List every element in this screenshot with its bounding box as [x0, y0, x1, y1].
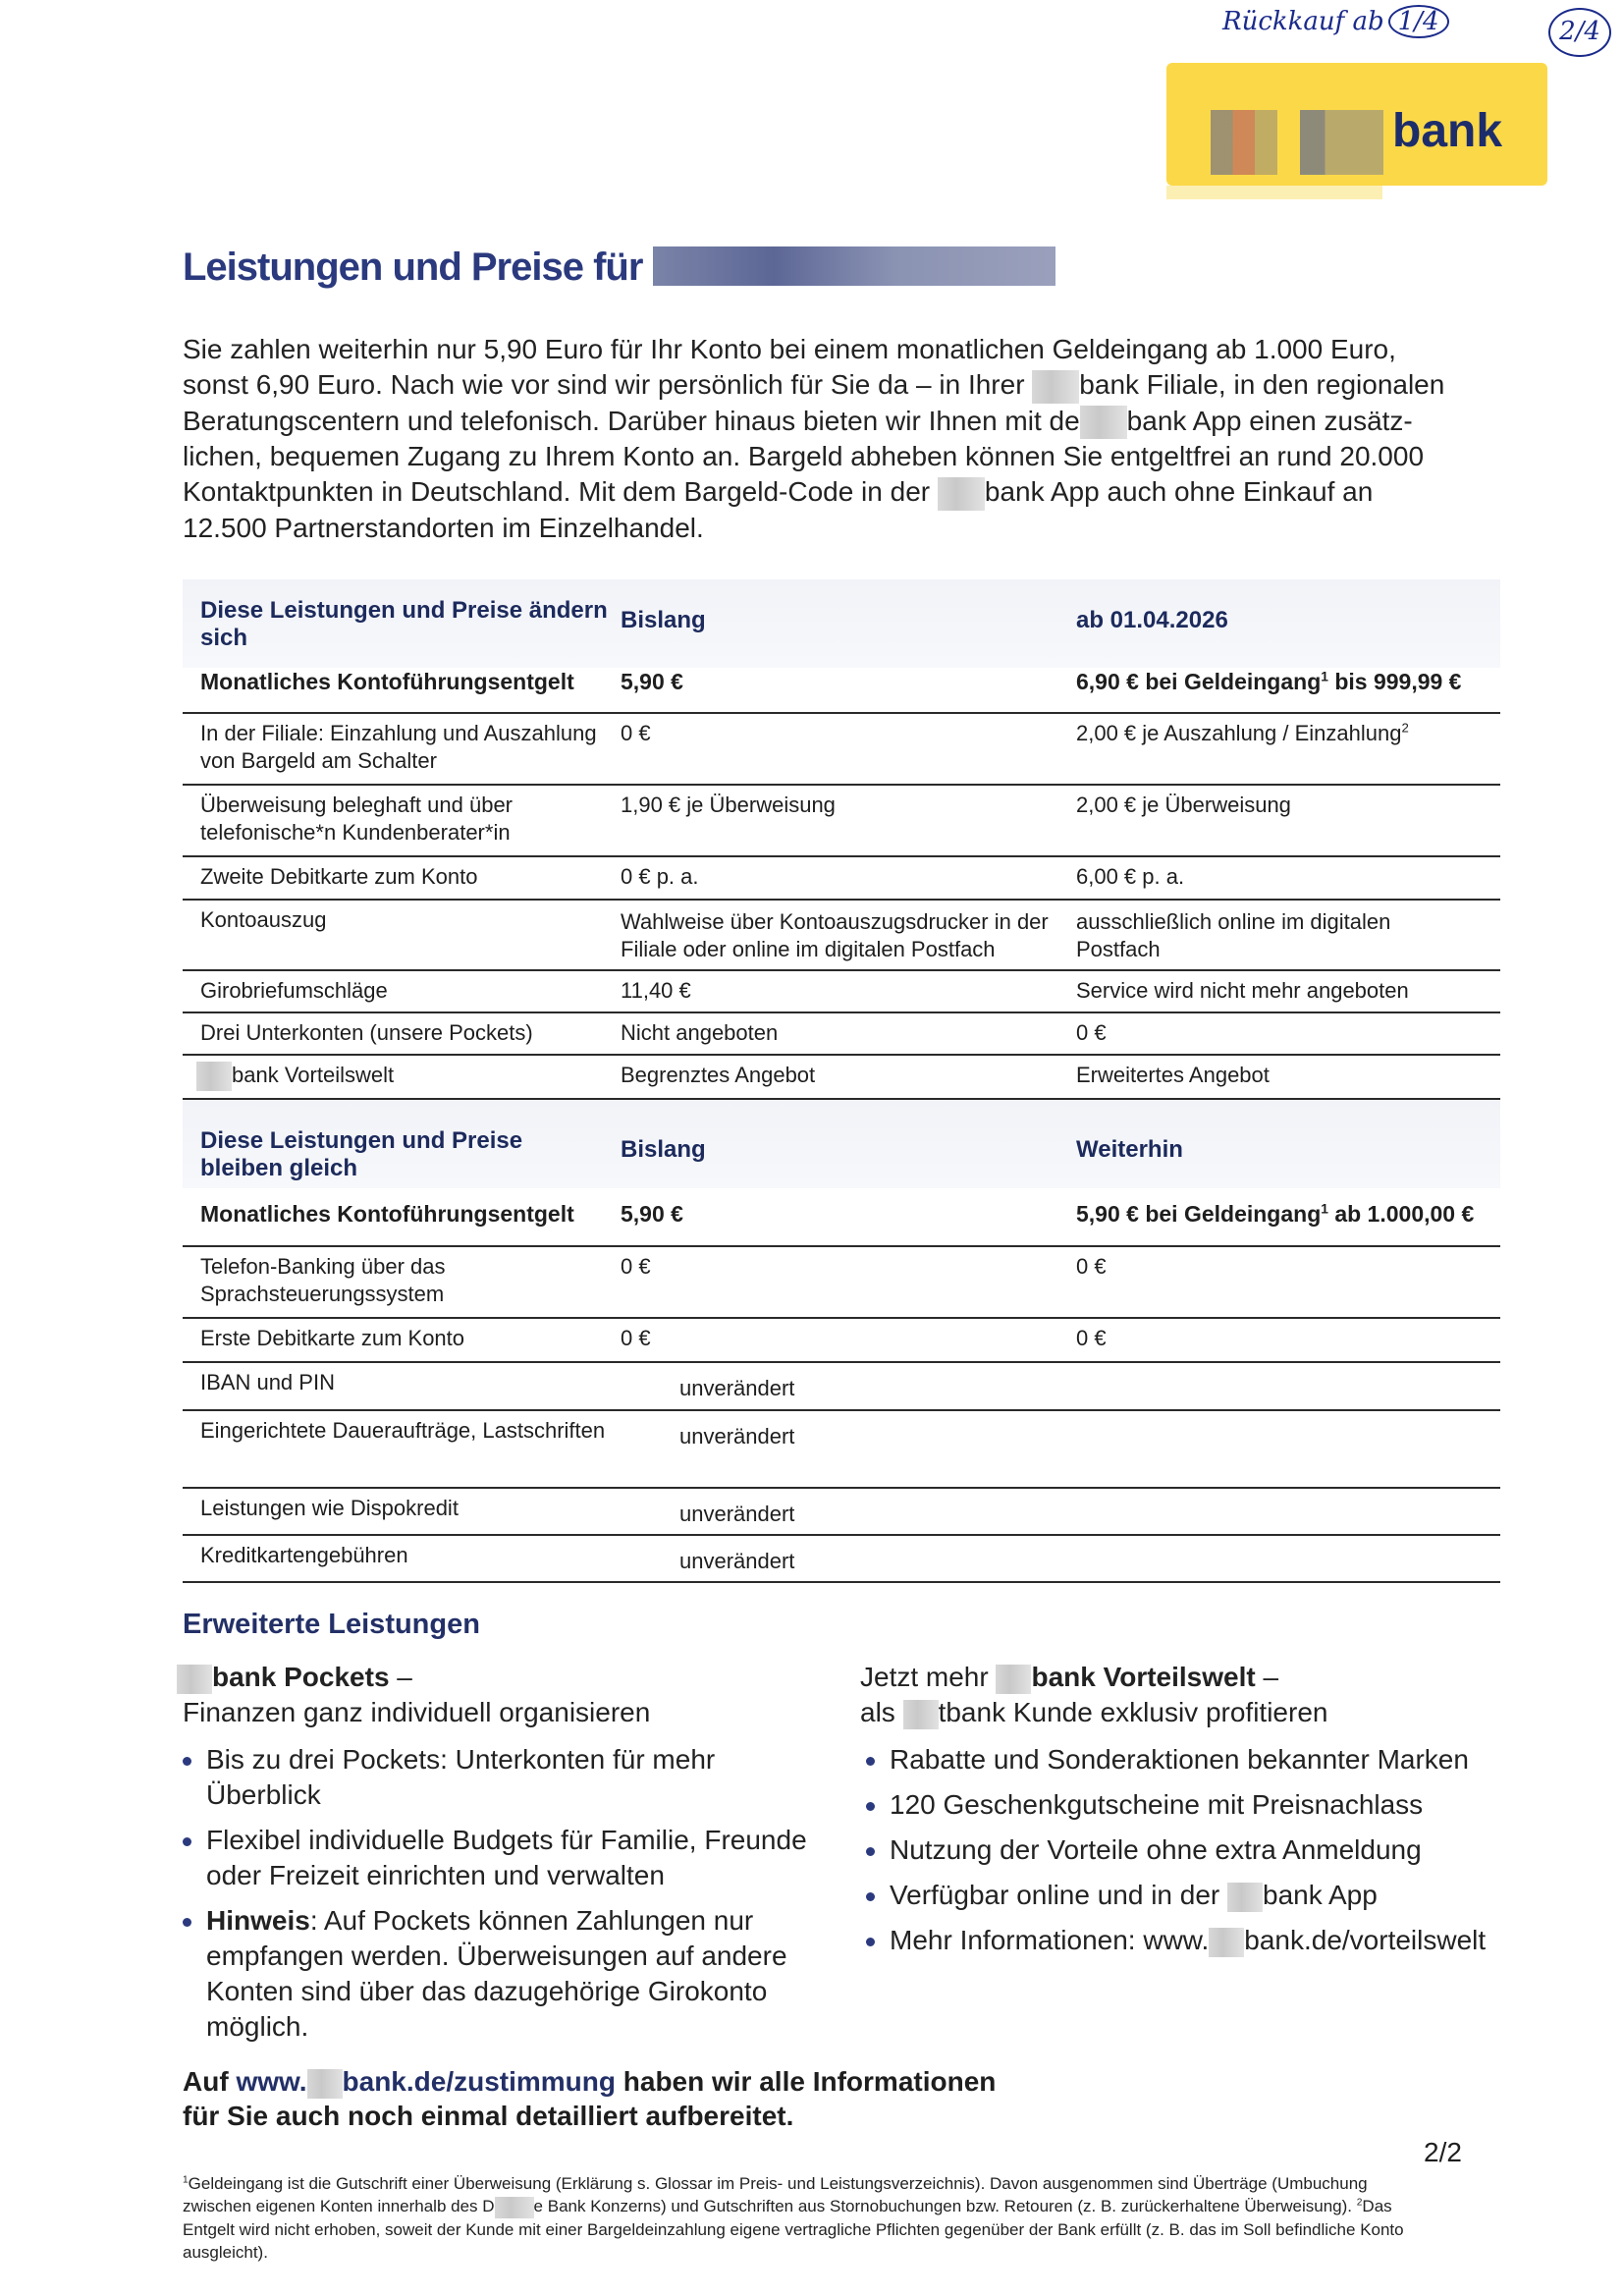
table-row	[183, 1363, 1500, 1411]
redacted	[1227, 1883, 1263, 1912]
cell: Monatliches Kontoführungsentgelt	[200, 1201, 574, 1227]
cell: Begrenztes Angebot	[621, 1063, 816, 1087]
fee-row	[183, 668, 1500, 714]
list-item: 120 Geschenkgutscheine mit Preisnachlass	[860, 1787, 1567, 1823]
footnote-ref: 1	[1321, 1201, 1328, 1217]
redacted	[177, 1665, 212, 1694]
redacted	[1032, 370, 1079, 404]
consent-link[interactable]	[236, 2066, 616, 2097]
section-title: Erweiterte Leistungen	[183, 1609, 480, 1640]
cell: Nicht angeboten	[621, 1020, 779, 1045]
text: bank Filiale, in den regionalen	[1079, 369, 1445, 400]
text: Verfügbar online und in der	[890, 1880, 1228, 1910]
text: Auf	[183, 2066, 237, 2097]
footnote-marker: 2	[1356, 2197, 1363, 2209]
cell: Monatliches Kontoführungsentgelt	[200, 669, 574, 694]
header-old: Bislang	[621, 607, 706, 633]
vorteilswelt-link[interactable]: bank.de/vorteilswelt	[1244, 1925, 1487, 1955]
text: ab 1.000,00 €	[1327, 1201, 1475, 1227]
note-label: Hinweis	[206, 1905, 310, 1936]
intro-paragraph	[183, 332, 1557, 546]
vorteilswelt-heading	[860, 1660, 1567, 1695]
cell: 0 €	[1076, 1020, 1107, 1045]
table-row	[183, 1056, 1500, 1100]
cell: 6,00 € p. a.	[1076, 864, 1185, 889]
cell: 11,40 €	[621, 978, 691, 1003]
redacted	[996, 1665, 1031, 1694]
text: bank Vorteilswelt	[1031, 1662, 1256, 1692]
text: bank App	[1263, 1880, 1378, 1910]
text: sonst 6,90 Euro. Nach wie vor sind wir persönlich für Sie da – in Ihrer	[183, 369, 1033, 400]
table-row	[183, 1536, 1500, 1583]
list-item	[177, 1903, 825, 2045]
cell: Telefon-Banking über das Sprachsteuerungssystem	[200, 1254, 446, 1306]
cell: Leistungen wie Dispokredit	[200, 1496, 459, 1520]
text: : Auf Pockets können Zahlungen nur empfangen werden. Überweisungen auf andere Konten sind über das dazugehörige Girokonto möglich.	[206, 1905, 787, 2042]
intro-line: Sie zahlen weiterhin nur 5,90 Euro für Ihr Konto bei einem monatlichen Geldeingang ab 1.000 Euro,	[183, 334, 1396, 364]
text: Geldeingang ist die Gutschrift einer Überweisung (Erklärung s. Glossar im Preis- und Leistungsverzeichnis). Davon ausgenommen sind Überträge (Umbuchung zwischen eigenen Konten innerhalb des D	[183, 2174, 1368, 2215]
handwritten-note	[1222, 5, 1517, 59]
table-row	[183, 714, 1500, 786]
cell: 0 €	[1076, 1326, 1107, 1350]
footnote-ref: 2	[1401, 720, 1409, 736]
redacted	[495, 2197, 534, 2218]
table-row	[183, 1411, 1500, 1489]
title-text: Leistungen und Preise für	[183, 246, 643, 289]
handwritten-page-mark: 2/4	[1548, 8, 1611, 57]
vorteilswelt-subtitle	[860, 1695, 1567, 1730]
cell	[1076, 714, 1500, 778]
redacted	[196, 1062, 232, 1091]
vorteilswelt-column	[860, 1660, 1567, 1968]
pockets-heading	[177, 1660, 825, 1695]
footnotes	[183, 2172, 1410, 2264]
header-label: Diese Leistungen und Preise ändern sich	[200, 597, 608, 651]
cell: Erweitertes Angebot	[1076, 1063, 1270, 1087]
list-item: Bis zu drei Pockets: Unterkonten für mehr Überblick	[177, 1742, 825, 1813]
circled-number: 1/4	[1388, 5, 1449, 38]
cell: 2,00 € je Überweisung	[1076, 793, 1291, 817]
consent-info	[183, 2064, 996, 2133]
cell	[183, 1056, 621, 1092]
cell: Kreditkartengebühren	[200, 1543, 408, 1567]
text: bank App einen zusätz-	[1126, 405, 1413, 436]
footnote-marker: 1	[183, 2174, 189, 2186]
cell: Wahlweise über Kontoauszugsdrucker in der Filiale oder online im digitalen Postfach	[621, 909, 1049, 961]
text: haben wir alle Informationen	[615, 2066, 997, 2097]
list-item: Rabatte und Sonderaktionen bekannter Marken	[860, 1742, 1567, 1777]
redacted-name	[653, 246, 1055, 286]
text: 6,90 € bei Geldeingang	[1076, 669, 1322, 694]
cell: Überweisung beleghaft und über telefonische*n Kundenberater*in	[200, 793, 514, 845]
fee-row	[183, 1188, 1500, 1247]
pockets-column	[177, 1660, 825, 2054]
cell: Erste Debitkarte zum Konto	[200, 1326, 465, 1350]
list-item: Flexibel individuelle Budgets für Familie, Freunde oder Freizeit einrichten und verwalten	[177, 1823, 825, 1893]
cell: unverändert	[679, 1502, 795, 1526]
text: für Sie auch noch einmal detailliert aufbereitet.	[183, 2101, 794, 2131]
text: Das Entgelt wird nicht erhoben, soweit der Kunde mit einer Bargeldeinzahlung eigene vertragliche Pflichten gegenüber der Bank erfüllt (z. B. das im Soll befindliche Konto ausgleicht).	[183, 2197, 1404, 2262]
text: –	[1255, 1662, 1279, 1692]
cell: Service wird nicht mehr angeboten	[1076, 978, 1409, 1003]
table-row	[183, 971, 1500, 1013]
text: 2,00 € je Auszahlung / Einzahlung	[1076, 721, 1402, 745]
redacted	[938, 477, 985, 511]
list-item: Nutzung der Vorteile ohne extra Anmeldung	[860, 1832, 1567, 1868]
cell: In der Filiale: Einzahlung und Auszahlung von Bargeld am Schalter	[200, 721, 597, 773]
text: –	[389, 1662, 412, 1692]
cell: 0 €	[621, 1254, 651, 1279]
text: bank App auch ohne Einkauf an	[984, 476, 1374, 508]
list-item	[860, 1923, 1567, 1958]
cell: unverändert	[679, 1376, 795, 1400]
intro-line	[183, 474, 1557, 511]
logo-mark-redacted	[1211, 110, 1277, 175]
page-title	[183, 246, 1055, 290]
text: bank Pockets	[212, 1662, 390, 1692]
cell: unverändert	[679, 1424, 795, 1449]
cell: Kontoauszug	[200, 907, 327, 932]
cell: 1,90 € je Überweisung	[621, 793, 836, 817]
redacted	[903, 1700, 939, 1729]
text: bank.de/zustimmung	[342, 2066, 616, 2097]
text: Kontaktpunkten in Deutschland. Mit dem Bargeld-Code in der	[183, 476, 938, 508]
cell: IBAN und PIN	[200, 1370, 335, 1394]
text: Beratungscentern und telefonisch. Darüber hinaus bieten wir Ihnen mit de	[183, 405, 1080, 436]
table-row	[183, 901, 1500, 971]
table-row	[183, 1489, 1500, 1536]
intro-line	[183, 404, 1557, 440]
header-new: Weiterhin	[1076, 1136, 1183, 1163]
cell: 0 €	[621, 1326, 651, 1350]
cell: 5,90 €	[621, 669, 683, 694]
table-row	[183, 857, 1500, 901]
table-row	[183, 1013, 1500, 1056]
text: 5,90 € bei Geldeingang	[1076, 1201, 1322, 1227]
pockets-list	[177, 1742, 825, 2045]
cell: 0 € p. a.	[621, 864, 699, 889]
logo-strip	[1166, 186, 1382, 199]
text: bank Vorteilswelt	[232, 1063, 395, 1087]
text: e Bank Konzerns) und Gutschriften aus Stornobuchungen bzw. Retouren (z. B. zurückerhaltene Überweisung).	[533, 2197, 1357, 2215]
text: als	[860, 1697, 903, 1727]
cell	[1076, 1200, 1500, 1239]
table-row	[183, 786, 1500, 857]
cell: ausschließlich online im digitalen Postfach	[1076, 909, 1391, 961]
text: Mehr Informationen: www.	[890, 1925, 1210, 1955]
unchanged-header	[183, 1100, 1500, 1188]
cell: 0 €	[621, 721, 651, 745]
cell: Zweite Debitkarte zum Konto	[200, 864, 478, 889]
text: www.	[236, 2066, 307, 2097]
redacted	[307, 2069, 343, 2099]
logo-name-redacted	[1300, 110, 1383, 175]
page-number: 2/2	[1424, 2137, 1462, 2167]
list-item	[860, 1878, 1567, 1913]
cell: Drei Unterkonten (unsere Pockets)	[200, 1020, 533, 1045]
text: tbank Kunde exklusiv profitieren	[938, 1697, 1328, 1727]
bank-logo	[1166, 63, 1547, 186]
vorteilswelt-list	[860, 1742, 1567, 1958]
table-row	[183, 1247, 1500, 1319]
table-row	[183, 1319, 1500, 1363]
logo-text: bank	[1392, 105, 1503, 157]
redacted	[1209, 1928, 1244, 1957]
pockets-subtitle: Finanzen ganz individuell organisieren	[183, 1697, 651, 1727]
cell: 0 €	[1076, 1254, 1107, 1279]
intro-line: lichen, bequemen Zugang zu Ihrem Konto an. Bargeld abheben können Sie entgeltfrei an rund 20.000	[183, 441, 1425, 472]
intro-line: 12.500 Partnerstandorten im Einzelhandel.	[183, 512, 704, 543]
cell: 5,90 €	[621, 1201, 683, 1227]
redacted	[1080, 406, 1127, 439]
changes-header	[183, 579, 1500, 668]
handwriting-text: Rückkauf ab	[1222, 7, 1384, 36]
header-new: ab 01.04.2026	[1076, 607, 1228, 633]
cell: Eingerichtete Daueraufträge, Lastschriften	[200, 1418, 606, 1443]
cell	[1076, 668, 1500, 706]
intro-line	[183, 367, 1557, 404]
header-label: Diese Leistungen und Preise bleiben gleich	[200, 1127, 523, 1181]
price-table	[183, 579, 1500, 1583]
header-old: Bislang	[621, 1136, 706, 1163]
text: bis 999,99 €	[1327, 669, 1462, 694]
cell: unverändert	[679, 1549, 795, 1573]
cell: Girobriefumschläge	[200, 978, 388, 1003]
text: Jetzt mehr	[860, 1662, 997, 1692]
footnote-ref: 1	[1321, 669, 1328, 684]
